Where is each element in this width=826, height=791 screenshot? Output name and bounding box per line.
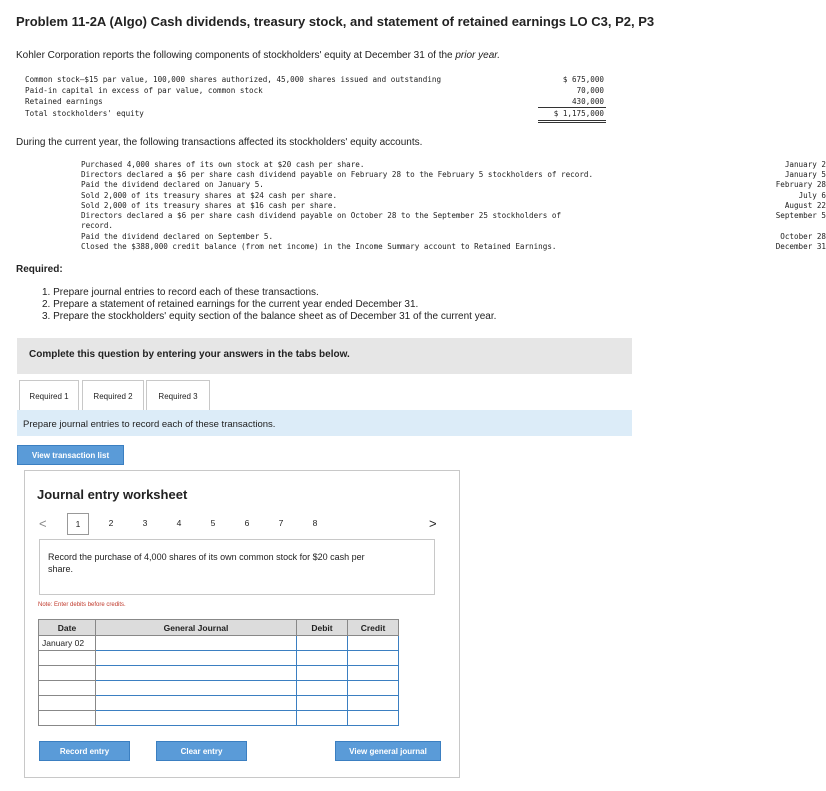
- account-input[interactable]: [96, 666, 297, 681]
- account-input[interactable]: [96, 681, 297, 696]
- tab-required-3[interactable]: Required 3: [146, 380, 210, 411]
- account-input[interactable]: [96, 711, 297, 726]
- problem-title: Problem 11-2A (Algo) Cash dividends, treasury stock, and statement of retained earnings LO C3, P2, P3: [16, 14, 655, 29]
- date-column-header: Date: [39, 620, 96, 636]
- journal-header-row: [39, 620, 399, 636]
- journal-entry-worksheet: [24, 470, 460, 778]
- next-arrow-icon[interactable]: >: [429, 515, 437, 531]
- transaction-date: February 28: [775, 180, 826, 189]
- transaction-row: [0, 201, 826, 211]
- transaction-row: [0, 221, 826, 231]
- journal-row: [39, 651, 399, 666]
- required-item: 1. Prepare journal entries to record each of these transactions.: [42, 287, 319, 298]
- date-cell: [39, 651, 96, 666]
- credit-input[interactable]: [348, 651, 399, 666]
- debit-input[interactable]: [297, 681, 348, 696]
- transaction-text: Paid the dividend declared on January 5.: [81, 180, 264, 189]
- equity-label: Paid-in capital in excess of par value, common stock: [25, 86, 263, 95]
- transaction-date: October 28: [780, 232, 826, 241]
- journal-row: [39, 681, 399, 696]
- date-cell: [39, 666, 96, 681]
- date-cell: [39, 711, 96, 726]
- worksheet-title: Journal entry worksheet: [37, 487, 188, 502]
- transaction-row: [0, 170, 826, 180]
- instruction-text: Prepare journal entries to record each of these transactions.: [23, 419, 276, 430]
- credit-input[interactable]: [348, 666, 399, 681]
- debit-column-header: Debit: [297, 620, 348, 636]
- transaction-text: Directors declared a $6 per share cash dividend payable on October 28 to the September 25 stockholders of: [81, 211, 562, 220]
- tab-required-1[interactable]: Required 1: [19, 380, 79, 411]
- page-6[interactable]: 6: [244, 518, 250, 528]
- journal-row: [39, 636, 399, 651]
- account-input[interactable]: [96, 651, 297, 666]
- transaction-date: December 31: [775, 242, 826, 251]
- equity-label: Retained earnings: [25, 97, 103, 106]
- transaction-text: Closed the $388,000 credit balance (from net income) in the Income Summary account to Retained Earnings.: [81, 242, 557, 251]
- transaction-row: [0, 160, 826, 170]
- transaction-date: August 22: [784, 201, 826, 210]
- equity-row-retained-earnings: [25, 97, 608, 108]
- page-8[interactable]: 8: [312, 518, 318, 528]
- equity-label: Common stock—$15 par value, 100,000 shares authorized, 45,000 shares issued and outstanding: [25, 75, 442, 84]
- transaction-text: Paid the dividend declared on September 5.: [81, 232, 274, 241]
- tab-instruction: [17, 410, 632, 436]
- required-item: 2. Prepare a statement of retained earnings for the current year ended December 31.: [42, 299, 419, 310]
- subtotal-rule: [538, 107, 606, 108]
- required-item: 3. Prepare the stockholders' equity section of the balance sheet as of December 31 of the current year.: [42, 311, 497, 322]
- intro-emphasis: prior year.: [455, 50, 501, 61]
- equity-row-paid-in-capital: [25, 86, 608, 97]
- transaction-text: Sold 2,000 of its treasury shares at $24 cash per share.: [81, 191, 338, 200]
- transaction-text: Purchased 4,000 shares of its own stock at $20 cash per share.: [81, 160, 365, 169]
- debit-input[interactable]: [297, 711, 348, 726]
- account-input[interactable]: [96, 696, 297, 711]
- clear-entry-button[interactable]: Clear entry: [156, 741, 247, 761]
- transaction-date: July 6: [798, 191, 826, 200]
- journal-row: [39, 666, 399, 681]
- debit-input[interactable]: [297, 636, 348, 651]
- transaction-row: [0, 191, 826, 201]
- view-transaction-list-button[interactable]: View transaction list: [17, 445, 124, 465]
- transaction-row: [0, 211, 826, 221]
- debit-input[interactable]: [297, 696, 348, 711]
- transaction-date: January 5: [784, 170, 826, 179]
- view-general-journal-button[interactable]: View general journal: [335, 741, 441, 761]
- banner-text: Complete this question by entering your answers in the tabs below.: [29, 349, 350, 360]
- transaction-date: January 2: [784, 160, 826, 169]
- debit-input[interactable]: [297, 651, 348, 666]
- page-5[interactable]: 5: [210, 518, 216, 528]
- prev-arrow-icon[interactable]: <: [39, 515, 47, 531]
- transaction-row: [0, 232, 826, 242]
- equity-amount: 430,000: [571, 97, 604, 106]
- required-heading: Required:: [16, 264, 63, 275]
- date-cell[interactable]: January 02: [39, 636, 96, 651]
- equity-amount: $ 675,000: [562, 75, 604, 84]
- page-7[interactable]: 7: [278, 518, 284, 528]
- page-1[interactable]: 1: [67, 513, 89, 535]
- journal-row: [39, 711, 399, 726]
- equity-amount: 70,000: [576, 86, 604, 95]
- during-text: During the current year, the following transactions affected its stockholders' equity accounts.: [16, 137, 423, 148]
- credit-input[interactable]: [348, 636, 399, 651]
- page-4[interactable]: 4: [176, 518, 182, 528]
- general-journal-column-header: General Journal: [96, 620, 297, 636]
- equity-row-common-stock: [25, 75, 608, 86]
- instructions-banner: [17, 338, 632, 374]
- journal-table: [38, 619, 399, 726]
- credit-input[interactable]: [348, 681, 399, 696]
- equity-row-total: [25, 109, 608, 120]
- entry-description: [39, 539, 435, 595]
- date-cell: [39, 681, 96, 696]
- tab-required-2[interactable]: Required 2: [82, 380, 144, 411]
- debit-input[interactable]: [297, 666, 348, 681]
- credit-input[interactable]: [348, 696, 399, 711]
- total-double-rule-1: [538, 120, 606, 121]
- account-input[interactable]: [96, 636, 297, 651]
- transaction-text: record.: [81, 221, 114, 230]
- equity-amount: $ 1,175,000: [553, 109, 604, 118]
- equity-label: Total stockholders' equity: [25, 109, 144, 118]
- credit-input[interactable]: [348, 711, 399, 726]
- record-entry-button[interactable]: Record entry: [39, 741, 130, 761]
- transaction-row: [0, 180, 826, 190]
- credit-column-header: Credit: [348, 620, 399, 636]
- transaction-row: [0, 242, 826, 252]
- entry-description-text: Record the purchase of 4,000 shares of its own common stock for $20 cash per share.: [48, 552, 365, 574]
- transaction-text: Sold 2,000 of its treasury shares at $16 cash per share.: [81, 201, 338, 210]
- intro-text: [16, 50, 500, 61]
- debit-credit-note: Note: Enter debits before credits.: [38, 602, 126, 608]
- total-double-rule-2: [538, 122, 606, 123]
- transaction-date: September 5: [775, 211, 826, 220]
- intro-main: Kohler Corporation reports the following components of stockholders' equity at December 31 of the: [16, 50, 456, 61]
- transaction-text: Directors declared a $6 per share cash dividend payable on February 28 to the February 5 stockholders of record.: [81, 170, 594, 179]
- page-2[interactable]: 2: [108, 518, 114, 528]
- page-3[interactable]: 3: [142, 518, 148, 528]
- date-cell: [39, 696, 96, 711]
- journal-row: [39, 696, 399, 711]
